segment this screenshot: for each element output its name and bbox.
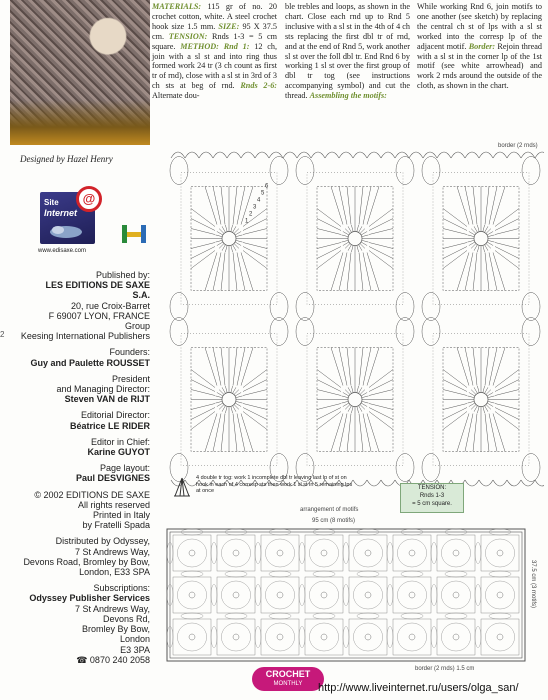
arrangement-motif — [475, 571, 519, 613]
address-line: F 69007 LYON, FRANCE — [48, 310, 150, 321]
border-text: Rejoin thread with a sl st in the corner lp of the 1st motif (see white arrowhead) and work 2 rnds around the outside of the cloth, as shown in the chart. — [417, 41, 542, 91]
arrangement-motif — [343, 529, 387, 571]
border-loop — [451, 152, 465, 158]
motif — [296, 318, 414, 482]
crochet-chart — [166, 138, 544, 500]
arrangement-motif — [387, 529, 431, 571]
motif — [422, 318, 540, 482]
distributor-line: 7 St Andrews Way, — [74, 546, 150, 557]
address-line: Group — [124, 321, 150, 332]
subscriptions-line: E3 3PA — [120, 644, 150, 655]
border-loop — [297, 152, 311, 158]
materials-text: 115 gr of no. 20 crochet cotton, white. A steel crochet hook size 1.5 mm. — [152, 2, 278, 31]
president-label: and Managing Director: — [56, 384, 150, 395]
round-number: 5 — [261, 190, 265, 197]
arrangement-inner — [170, 532, 522, 658]
editorial-label: Editorial Director: — [80, 410, 150, 421]
editorial-name: Béatrice LE RIDER — [69, 420, 150, 431]
tension-box-line: Rnds 1-3 — [419, 493, 445, 499]
distributor-line: Devons Road, Bromley by Bow, — [23, 556, 150, 567]
arrangement-label: arrangement of motifs — [300, 507, 359, 513]
border-loop — [213, 152, 227, 158]
arrangement-motif — [167, 529, 211, 571]
arrangement-motif — [211, 613, 255, 655]
motif — [170, 157, 288, 321]
border-loop — [465, 480, 479, 486]
border-label: Border: — [468, 41, 496, 51]
h-logo-icon — [120, 222, 150, 246]
subscriptions-line: Devons Rd, — [102, 613, 150, 624]
arrangement-motif — [431, 571, 475, 613]
published-label: Published by: — [95, 270, 150, 280]
subscriptions-name: Odyssey Publisher Services — [29, 593, 150, 604]
symbol-legend: 4 double tr tog: work 1 incomplete dbl tr leaving last lp of st on hook in each of 4 corresp sts then work 1 sl st in 5 remaining lps at once — [196, 475, 353, 494]
tension-text: Rnds 1-3 = 5 cm square. — [152, 31, 278, 51]
method-label: METHOD: Rnd 1: — [180, 41, 250, 51]
arrangement-motif — [431, 613, 475, 655]
logo-line2: Internet — [44, 208, 78, 218]
arrangement-width: 95 cm (8 motifs) — [312, 518, 356, 524]
subscriptions-line: Bromley By Bow, — [81, 624, 150, 635]
founders-name: Guy and Paulette ROUSSET — [30, 357, 150, 368]
border-loop — [535, 480, 544, 486]
border-loop — [255, 152, 269, 158]
border-loop — [493, 152, 507, 158]
layout-name: Paul DESVIGNES — [75, 473, 150, 484]
arrangement-motif — [475, 529, 519, 571]
rounds-text: ble trebles and loops, as shown in the chart. Close each rnd up to Rnd 5 inclusive with a sl st in the 4th of 4 ch sts replacing the first dbl tr of rnd, and at the end of Rnd 5, work another sl st over the foll dbl tr. End Rnd 6 by working 1 sl st over the first group of dbl tr tog (see instructions accompanying symbol) and cut the thread. — [285, 2, 410, 101]
motif — [170, 318, 288, 482]
arrangement-motif — [431, 529, 475, 571]
arrangement-motif — [211, 571, 255, 613]
tension-box-title: TENSION: — [417, 485, 447, 491]
arrangement-motif — [475, 613, 519, 655]
badge-subtitle: MONTHLY — [273, 681, 303, 687]
chart-border-label: border (2 rnds) — [498, 143, 538, 149]
publisher-name: LES EDITIONS DE SAXE — [45, 280, 150, 291]
arrangement-motif — [299, 571, 343, 613]
round-number: 6 — [265, 183, 269, 190]
watermark-url[interactable]: http://www.liveinternet.ru/users/olga_san/ — [318, 682, 519, 694]
border-loop — [493, 480, 507, 486]
subscriptions-phone: ☎ 0870 240 2058 — [76, 654, 150, 665]
arrangement-motif — [343, 571, 387, 613]
motif-arrangement-diagram — [166, 528, 526, 662]
round-number: 1 — [245, 218, 249, 225]
border-loop — [507, 480, 521, 486]
site-internet-logo[interactable] — [40, 192, 95, 244]
border-loop — [437, 152, 451, 158]
border-loop — [507, 152, 521, 158]
hand-icon — [46, 222, 86, 240]
round-number: 4 — [257, 197, 261, 204]
site-url[interactable]: www.edisaxe.com — [38, 248, 87, 254]
arrangement-motif — [211, 529, 255, 571]
badge-title: CROCHET — [265, 669, 311, 679]
border-loop — [311, 152, 325, 158]
round-number: 2 — [249, 211, 253, 218]
doily-photo — [10, 0, 150, 145]
border-loop — [381, 152, 395, 158]
border-loop — [185, 152, 199, 158]
arrangement-border — [167, 529, 525, 661]
rnds-label: Rnds 2-6: — [240, 81, 278, 91]
materials-label: MATERIALS: — [152, 2, 202, 11]
copyright-line: All rights reserved — [77, 499, 150, 510]
address-line: Keesing International Publishers — [20, 331, 150, 342]
distributor-line: Distributed by Odyssey, — [55, 536, 150, 547]
copyright-line: Printed in Italy — [92, 510, 150, 521]
distributor-line: London, E33 SPA — [79, 567, 150, 578]
layout-label: Page layout: — [99, 463, 150, 474]
subscriptions-line: 7 St Andrews Way, — [74, 603, 150, 614]
editor-name: Karine GUYOT — [87, 447, 150, 458]
border-loop — [479, 480, 493, 486]
president-label: President — [111, 373, 150, 384]
side-page-number: 2 — [0, 330, 5, 339]
instructions-column-3 — [417, 2, 542, 91]
border-loop — [283, 152, 297, 158]
arrangement-motif — [167, 571, 211, 613]
publisher-sa: S.A. — [132, 290, 150, 301]
border-loop — [465, 152, 479, 158]
at-sign-icon: @ — [76, 186, 102, 212]
border-loop — [325, 152, 339, 158]
size-label: SIZE: — [218, 21, 240, 31]
border-loop — [353, 152, 367, 158]
border-loop — [479, 152, 493, 158]
arrangement-border-label: border (2 rnds) 1.5 cm — [415, 666, 475, 672]
arrangement-motif — [255, 613, 299, 655]
border-loop — [409, 152, 423, 158]
arrangement-motif — [299, 529, 343, 571]
border-loop — [423, 152, 437, 158]
border-loop — [339, 152, 353, 158]
arrangement-motif — [255, 571, 299, 613]
border-loop — [199, 152, 213, 158]
border-loop — [381, 480, 395, 486]
method-text: 12 ch, join with a sl st and into ring thus formed work 24 tr (3 ch count as first tr of rnd), close with a sl st in 3rd of 3 ch sts at beg of rnd. — [152, 41, 278, 91]
size-text: 95 X 37.5 cm. — [152, 21, 278, 41]
arrangement-height: 37.5 cm (3 motifs) — [530, 560, 536, 609]
arrangement-motif — [255, 529, 299, 571]
president-name: Steven VAN de RIJT — [64, 394, 150, 405]
arrangement-motif — [343, 613, 387, 655]
imprint-block — [2, 270, 150, 665]
tension-box — [400, 483, 464, 513]
border-loop — [367, 152, 381, 158]
copyright-line: © 2002 EDITIONS DE SAXE — [34, 489, 150, 500]
instructions-column-2 — [285, 2, 410, 101]
tension-label: TENSION: — [168, 31, 208, 41]
round-number: 3 — [253, 204, 257, 211]
border-loop — [241, 152, 255, 158]
subscriptions-line: London — [119, 634, 150, 645]
border-loop — [535, 152, 544, 158]
motif — [422, 157, 540, 321]
arrangement-motif — [387, 571, 431, 613]
crochet-monthly-badge — [252, 667, 324, 691]
motif — [296, 157, 414, 321]
instructions-column-1 — [152, 2, 277, 101]
editor-label: Editor in Chief: — [90, 436, 150, 447]
rnds-text: Alternate dou- — [152, 91, 200, 101]
copyright-line: by Fratelli Spada — [82, 520, 150, 531]
arrangement-motif — [167, 613, 211, 655]
subscriptions-label: Subscriptions: — [93, 583, 150, 594]
dbl-tr-tog-symbol-icon — [172, 476, 192, 498]
border-loop — [171, 152, 185, 158]
logo-line1: Site — [44, 198, 59, 207]
arrangement-motif — [387, 613, 431, 655]
joining-text: While working Rnd 6, join motifs to one another (see sketch) by replacing the central ch st of lps with a sl st worked into the corresp lp of the adjacent motif. — [417, 2, 542, 51]
tension-box-line: = 5 cm square. — [412, 501, 452, 507]
address-line: 20, rue Croix-Barret — [70, 300, 150, 311]
border-loop — [367, 480, 381, 486]
arrangement-motif — [299, 613, 343, 655]
border-loop — [227, 152, 241, 158]
designer-credit: Designed by Hazel Henry — [20, 154, 113, 164]
assembling-label: Assembling the motifs: — [309, 91, 387, 101]
founders-label: Founders: — [109, 347, 150, 358]
